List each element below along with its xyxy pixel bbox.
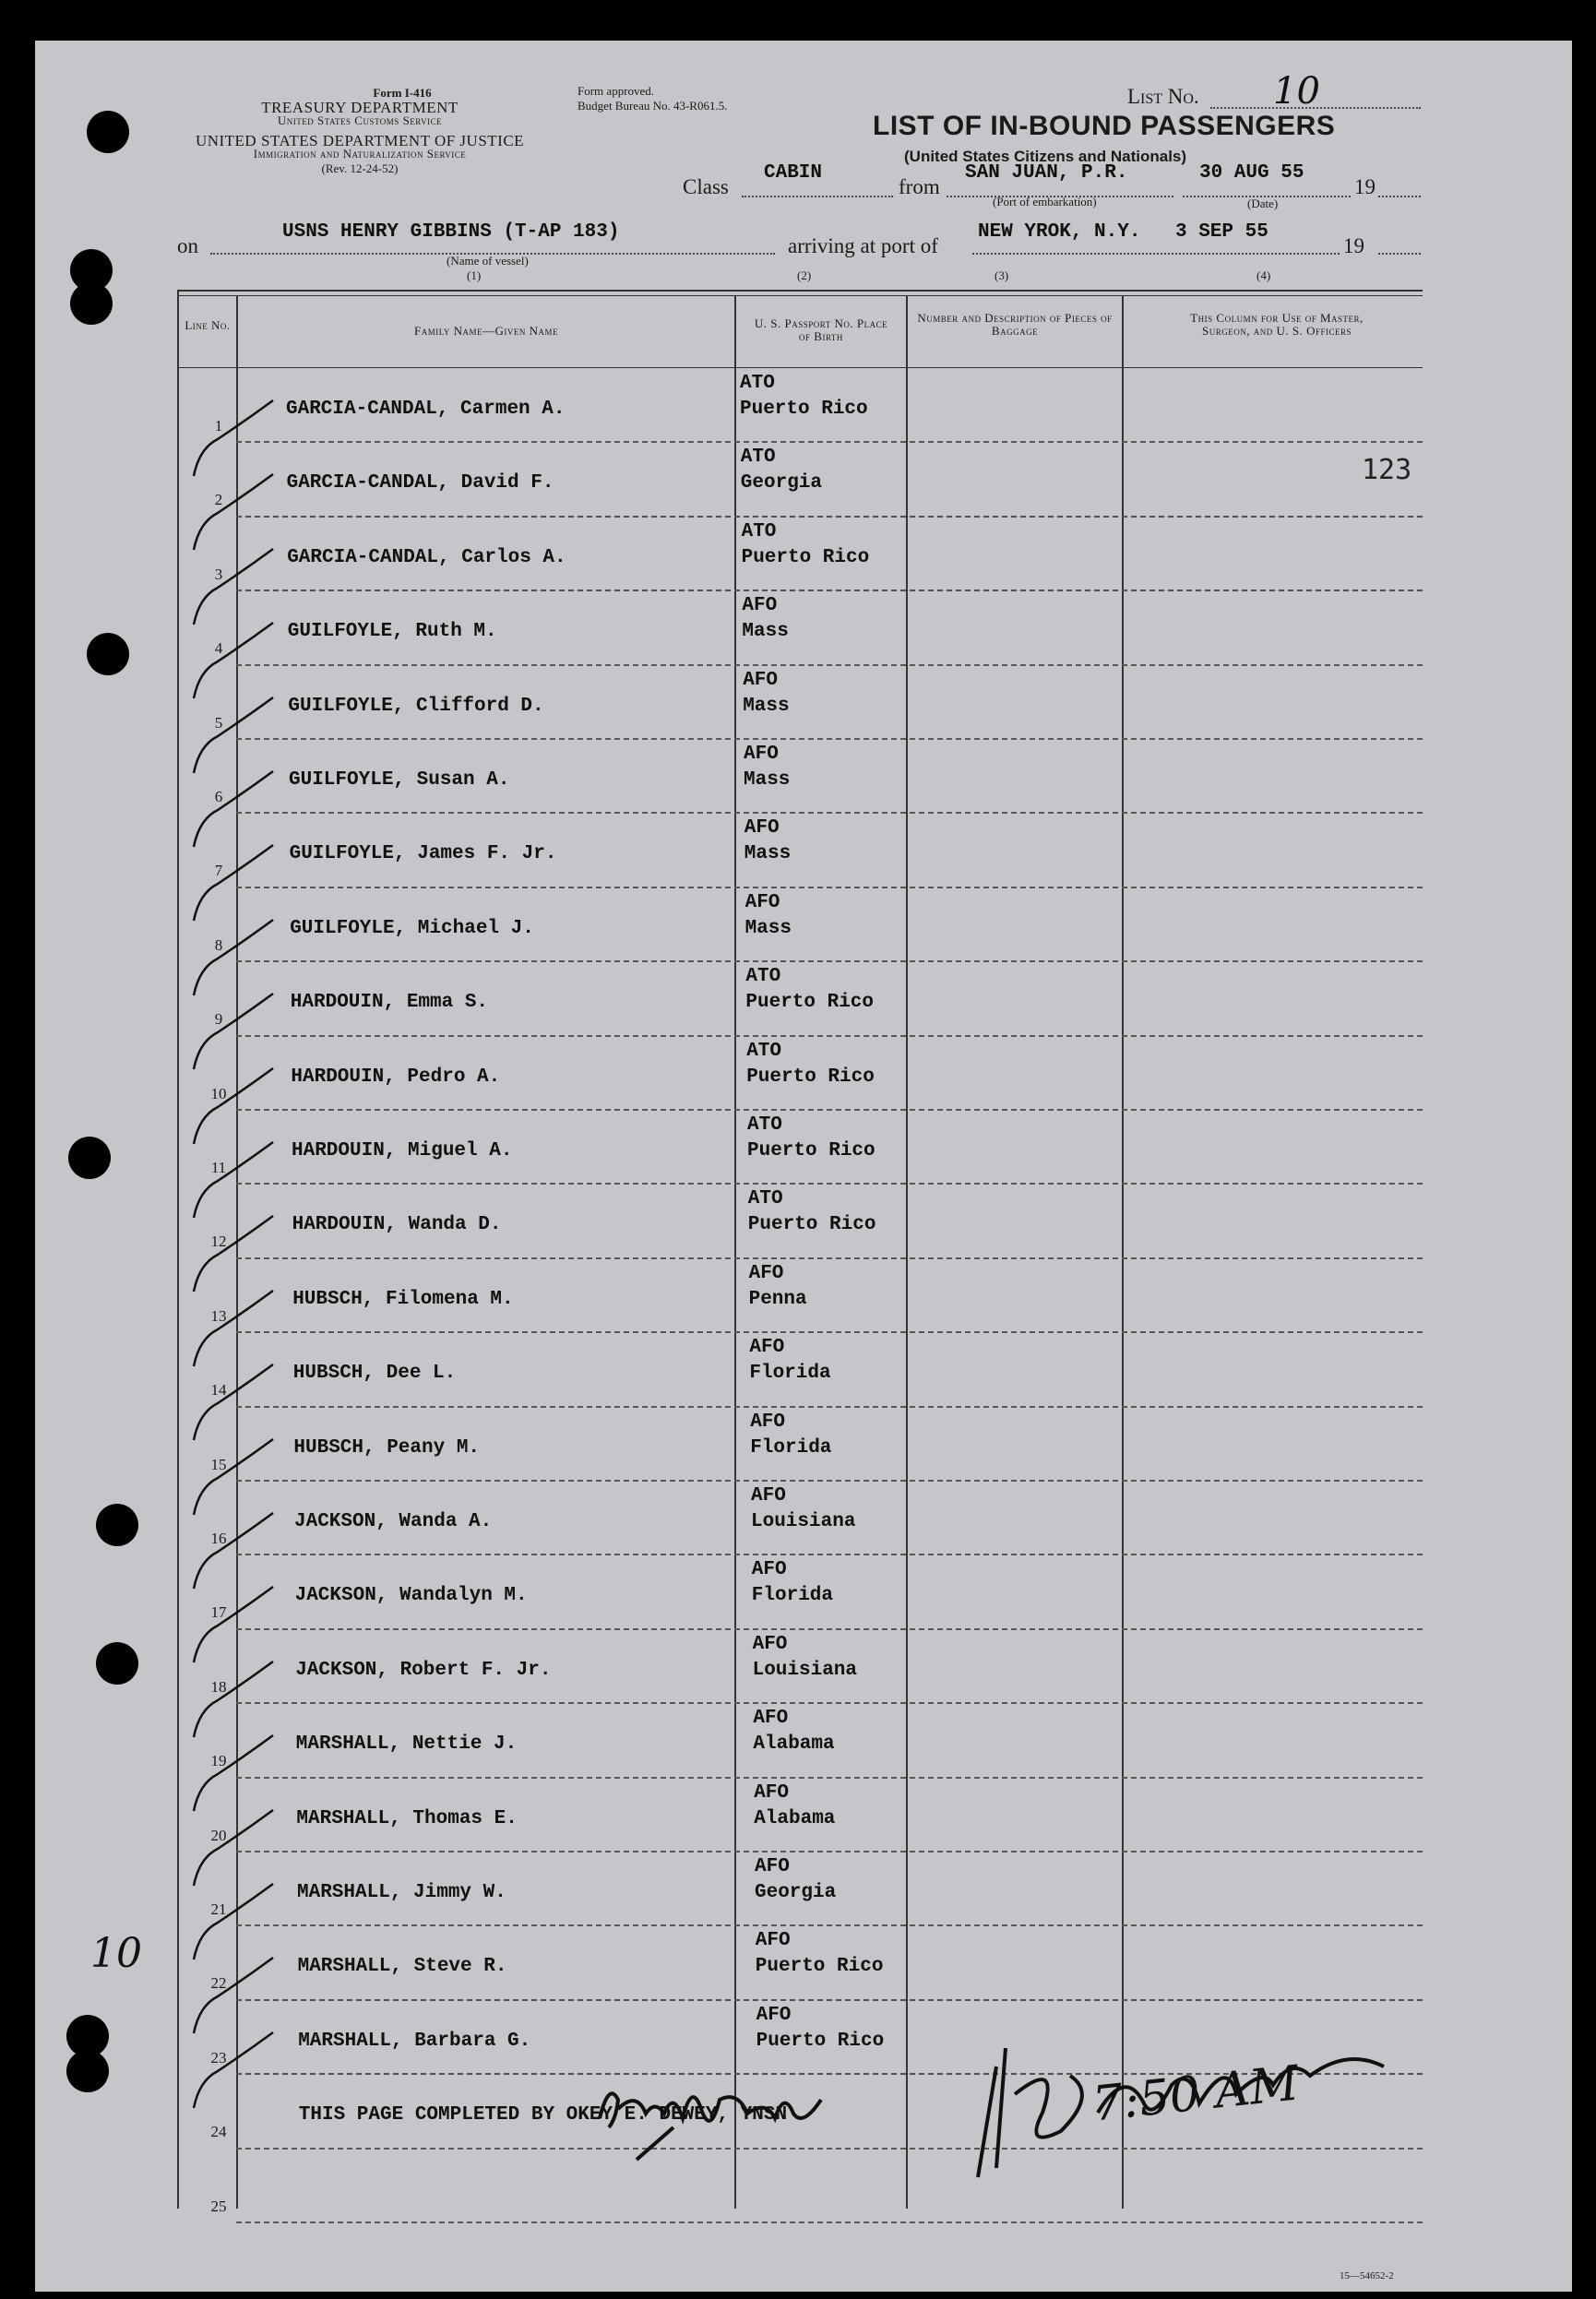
row-passport: AFO	[751, 1485, 786, 1507]
class-value: CABIN	[764, 162, 823, 184]
row-passenger-name: JACKSON, Wandalyn M.	[294, 1585, 528, 1607]
row-passport: AFO	[748, 1262, 784, 1284]
departure-date-value: 30 AUG 55	[1199, 162, 1304, 184]
row-passenger-name: HARDOUIN, Miguel A.	[292, 1140, 513, 1161]
row-passenger-name: GUILFOYLE, Ruth M.	[287, 621, 497, 643]
row-line-number: 14	[210, 1381, 227, 1400]
row-passport: AFO	[755, 1856, 790, 1877]
year-prefix-2: 19	[1343, 234, 1364, 257]
punch-hole	[96, 1504, 138, 1546]
row-line-number: 5	[214, 713, 223, 732]
punch-hole	[66, 2050, 109, 2092]
row-passenger-name: MARSHALL, Jimmy W.	[297, 1882, 506, 1903]
row-passenger-name: MARSHALL, Steve R.	[297, 1956, 507, 1978]
row-passport: AFO	[752, 1633, 788, 1655]
row-passport: AFO	[744, 817, 780, 840]
row-separator	[236, 960, 1423, 962]
col-num-4: (4)	[1257, 268, 1271, 282]
row-passenger-name: MARSHALL, Barbara G.	[298, 2030, 531, 2052]
vessel-name-value: USNS HENRY GIBBINS (T-AP 183)	[282, 221, 620, 243]
row-separator	[236, 441, 1423, 443]
row-passenger-name: GUILFOYLE, Michael J.	[290, 917, 534, 939]
row-line-number: 15	[210, 1455, 227, 1473]
row-separator	[236, 516, 1423, 518]
row-line-number: 20	[210, 1826, 227, 1844]
row-separator	[236, 738, 1423, 740]
row-line-number: 13	[210, 1306, 227, 1325]
treasury-dept: TREASURY DEPARTMENT	[261, 99, 459, 116]
row-place-of-birth: Mass	[744, 769, 791, 791]
list-no-label: List No.	[1127, 85, 1199, 108]
row-place-of-birth: Puerto Rico	[755, 1956, 884, 1978]
row-passenger-name: HUBSCH, Peany M.	[293, 1436, 481, 1459]
row-passenger-name: GARCIA-CANDAL, David F.	[286, 472, 554, 494]
row-place-of-birth: Puerto Rico	[746, 1066, 875, 1088]
row-line-number: 2	[214, 491, 223, 509]
row-passport: ATO	[740, 447, 776, 469]
row-separator	[236, 1851, 1423, 1852]
row-line-number: 24	[210, 2123, 227, 2141]
officer-note: 123	[1362, 454, 1412, 486]
punch-hole	[87, 111, 129, 153]
header-name: Family Name—Given Name	[414, 324, 558, 338]
row-line-number: 25	[210, 2197, 227, 2215]
row-place-of-birth: Mass	[744, 917, 792, 939]
row-place-of-birth: Florida	[751, 1585, 834, 1607]
row-passport: ATO	[746, 1040, 781, 1062]
row-place-of-birth: Florida	[749, 1363, 831, 1385]
row-separator	[236, 1035, 1423, 1037]
row-separator	[236, 887, 1423, 888]
row-separator	[236, 1480, 1423, 1482]
row-separator	[236, 1554, 1423, 1555]
vessel-caption: (Name of vessel)	[447, 254, 529, 268]
row-separator	[236, 664, 1423, 666]
punch-hole	[68, 1137, 111, 1179]
arriving-label: arriving at port of	[788, 234, 938, 257]
footer-code: 15—54652-2	[1340, 2270, 1394, 2281]
row-passenger-name: GUILFOYLE, Clifford D.	[288, 695, 544, 717]
arrival-date-value: 3 SEP 55	[1175, 221, 1268, 243]
row-passport: AFO	[751, 1559, 787, 1581]
form-approved: Form approved.	[578, 84, 655, 98]
list-no-value: 10	[1273, 70, 1320, 113]
row-line-number: 22	[210, 1974, 227, 1993]
row-passenger-name: MARSHALL, Nettie J.	[295, 1733, 518, 1756]
row-separator	[236, 812, 1423, 814]
row-passport: ATO	[740, 373, 775, 394]
row-place-of-birth: Puerto Rico	[747, 1140, 875, 1161]
row-passenger-name: HUBSCH, Dee L.	[292, 1363, 457, 1385]
col-num-1: (1)	[467, 268, 482, 282]
officer-signature-time: 7:50 AM	[1090, 2055, 1302, 2133]
row-line-number: 6	[214, 788, 223, 805]
header-passport: U. S. Passport No. Place of Birth	[754, 316, 888, 343]
row-place-of-birth: Georgia	[755, 1882, 837, 1903]
row-separator	[236, 1109, 1423, 1111]
row-line-number: 17	[210, 1603, 227, 1622]
row-passport: ATO	[747, 1114, 782, 1136]
row-passport: AFO	[755, 1930, 791, 1952]
row-passenger-name: JACKSON, Wanda A.	[294, 1511, 493, 1532]
row-separator	[236, 1331, 1423, 1333]
row-line-number: 10	[210, 1084, 227, 1102]
row-passport: ATO	[741, 520, 777, 542]
row-separator	[236, 1628, 1423, 1630]
row-passenger-name: GUILFOYLE, James F. Jr.	[289, 843, 557, 865]
on-label: on	[177, 234, 198, 257]
row-line-number: 8	[214, 935, 223, 954]
row-place-of-birth: Louisiana	[751, 1511, 856, 1532]
from-port-value: SAN JUAN, P.R.	[965, 162, 1128, 184]
header-line-no: Line No.	[185, 318, 231, 332]
row-separator	[236, 1257, 1423, 1259]
row-passport: AFO	[743, 669, 778, 691]
row-passport: AFO	[753, 1708, 789, 1730]
row-passport: AFO	[754, 1781, 789, 1804]
row-line-number: 19	[210, 1752, 227, 1770]
customs-service: United States Customs Service	[277, 113, 443, 127]
year-prefix: 19	[1354, 175, 1376, 198]
punch-hole	[96, 1642, 138, 1685]
row-line-number: 1	[214, 417, 223, 435]
row-place-of-birth: Mass	[744, 843, 792, 865]
row-passenger-name: JACKSON, Robert F. Jr.	[295, 1659, 552, 1681]
row-line-number: 11	[210, 1159, 227, 1176]
punch-hole	[87, 633, 129, 675]
row-separator	[236, 1702, 1423, 1704]
port-embark-caption: (Port of embarkation)	[993, 195, 1097, 208]
from-label: from	[899, 175, 940, 198]
row-passenger-name: HUBSCH, Filomena M.	[292, 1288, 514, 1310]
row-passport: ATO	[747, 1188, 783, 1210]
row-separator	[236, 1777, 1423, 1779]
date-caption: (Date)	[1247, 197, 1279, 210]
row-line-number: 12	[210, 1233, 227, 1251]
punch-hole	[70, 282, 113, 325]
row-separator	[236, 1183, 1423, 1185]
row-passport: AFO	[749, 1337, 785, 1359]
row-passenger-name: HARDOUIN, Pedro A.	[291, 1066, 501, 1088]
row-line-number: 3	[214, 565, 223, 583]
row-passenger-name: HARDOUIN, Wanda D.	[292, 1214, 502, 1236]
row-place-of-birth: Puerto Rico	[741, 546, 870, 568]
row-passenger-name: MARSHALL, Thomas E.	[296, 1807, 518, 1829]
row-place-of-birth: Florida	[750, 1436, 832, 1459]
class-label: Class	[683, 175, 729, 198]
col-num-3: (3)	[995, 268, 1009, 282]
header-baggage: Number and Description of Pieces of Baggage	[917, 311, 1113, 338]
budget-bureau: Budget Bureau No. 43-R061.5.	[578, 99, 728, 113]
row-passenger-name: HARDOUIN, Emma S.	[290, 992, 489, 1014]
row-passenger-name: THIS PAGE COMPLETED BY OKEY E. DEWEY, YNSN	[298, 2104, 788, 2126]
row-place-of-birth: Puerto Rico	[745, 992, 875, 1014]
signature-dewey	[581, 2063, 849, 2164]
row-passport: AFO	[744, 891, 780, 913]
row-passport: AFO	[744, 744, 779, 765]
page-subtitle: (United States Citizens and Nationals)	[904, 148, 1187, 165]
row-place-of-birth: Alabama	[753, 1733, 835, 1756]
header-officers: This Column for Use of Master, Surgeon, and U. S. Officers	[1190, 311, 1364, 338]
row-place-of-birth: Mass	[742, 621, 789, 643]
row-passport: ATO	[745, 966, 781, 988]
row-line-number: 16	[210, 1530, 227, 1547]
row-line-number: 18	[210, 1677, 227, 1696]
form-number: Form I-416	[373, 86, 432, 100]
row-line-number: 21	[210, 1900, 227, 1918]
row-line-number: 9	[214, 1010, 223, 1029]
margin-note: 10	[90, 1930, 142, 1977]
page-title: LIST OF IN-BOUND PASSENGERS	[873, 111, 1336, 141]
row-line-number: 7	[214, 862, 223, 880]
row-place-of-birth: Penna	[748, 1288, 807, 1310]
arrival-port-value: NEW YROK, N.Y.	[978, 221, 1141, 243]
row-separator	[236, 1924, 1423, 1926]
row-place-of-birth: Georgia	[740, 472, 823, 494]
row-line-number: 23	[210, 2048, 227, 2067]
row-separator	[236, 2222, 1423, 2223]
row-separator	[236, 1999, 1423, 2001]
ins-service: Immigration and Naturalization Service	[253, 147, 467, 161]
row-separator	[236, 590, 1423, 591]
row-line-number: 4	[214, 639, 223, 658]
row-passport: AFO	[750, 1411, 785, 1433]
row-passenger-name: GARCIA-CANDAL, Carmen A.	[286, 399, 566, 420]
row-place-of-birth: Puerto Rico	[747, 1214, 876, 1236]
row-passport: AFO	[756, 2004, 792, 2026]
row-place-of-birth: Alabama	[754, 1807, 836, 1829]
row-place-of-birth: Mass	[743, 695, 790, 717]
row-place-of-birth: Louisiana	[752, 1659, 858, 1681]
col-num-2: (2)	[797, 268, 812, 282]
row-passenger-name: GARCIA-CANDAL, Carlos A.	[287, 546, 566, 568]
row-separator	[236, 1406, 1423, 1408]
row-passenger-name: GUILFOYLE, Susan A.	[289, 769, 510, 791]
row-place-of-birth: Puerto Rico	[756, 2030, 885, 2052]
revision-date: (Rev. 12-24-52)	[321, 161, 399, 175]
check-mark	[181, 2025, 292, 2117]
row-place-of-birth: Puerto Rico	[740, 399, 868, 420]
row-passport: AFO	[742, 595, 778, 617]
justice-dept: UNITED STATES DEPARTMENT OF JUSTICE	[195, 132, 525, 149]
